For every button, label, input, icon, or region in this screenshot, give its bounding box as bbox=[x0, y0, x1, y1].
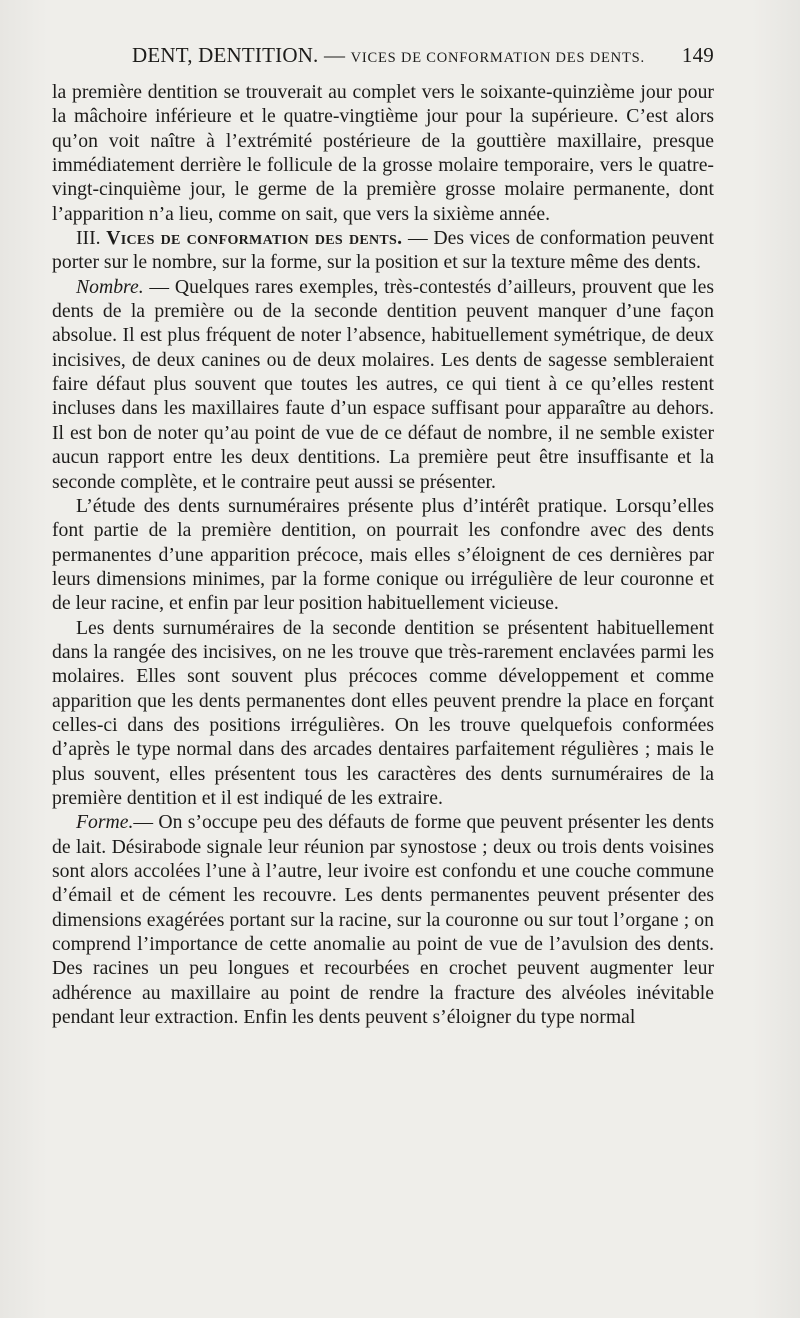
running-header bbox=[132, 43, 714, 71]
paragraph-seconde-dentition: Les dents surnuméraires de la seconde dentition se présentent habituellement dans la rangée des incisives, on ne les trouve que très-rarement enclavées parmi les molaires. Elles sont souvent plus précoces comme développement et comme apparition que les dents permanentes dont elles peuvent prendre la place en forçant celles-ci dans des positions irrégulières. On les trouve quelquefois conformées d’après le type normal dans des arcades dentaires parfaitement régulières ; mais le plus souvent, elles présentent tous les caractères des dents surnuméraires de la première dentition et il est indiqué de les extraire. bbox=[52, 616, 714, 809]
section-number: III. bbox=[76, 227, 101, 250]
body-text bbox=[52, 80, 714, 1029]
section-intro-text: — Des vices de conformation peuvent porter sur le nombre, sur la forme, sur la position et sur la texture même des dents. bbox=[52, 227, 714, 274]
paragraph-forme bbox=[52, 810, 714, 1029]
header-title-sub: VICES DE CONFORMATION DES DENTS. bbox=[350, 50, 645, 66]
header-title-main: DENT, DENTITION. bbox=[132, 43, 319, 67]
paragraph-surnumeraires: L’étude des dents surnuméraires présente plus d’intérêt pratique. Lorsqu’elles font partie de la première dentition, on pourrait les confondre avec des dents permanentes d’une apparition précoce, mais elles s’éloignent de ces dernières par leurs dimensions minimes, par la forme conique ou irrégulière de leur couronne et de leur racine, et enfin par leur position habituellement vicieuse. bbox=[52, 494, 714, 615]
subheading-forme: Forme. bbox=[76, 811, 134, 834]
paragraph-section-three bbox=[52, 226, 714, 275]
paragraph-continuation: la première dentition se trouverait au complet vers le soixante-quinzième jour pour la mâchoire inférieure et le quatre-vingtième jour pour la supérieure. C’est alors qu’on voit naître à l’extrémité postérieure de la gouttière maxillaire, presque immédiatement derrière le follicule de la grosse molaire temporaire, vers le quatre-vingt-cinquième jour, le germe de la première grosse molaire permanente, dont l’apparition n’a lieu, comme on sait, que vers la sixième année. bbox=[52, 81, 714, 225]
section-heading: Vices de conformation des dents. bbox=[106, 227, 403, 250]
nombre-text: — Quelques rares exemples, très-contestés d’ailleurs, prouvent que les dents de la première ou de la seconde dentition peuvent manquer d’une façon absolue. Il est plus fréquent de noter l’absence, habituellement symétrique, de deux incisives, de deux canines ou de deux molaires. Les dents de sagesse sembleraient faire défaut plus souvent que toutes les autres, ce qui tient à ce qu’elles restent incluses dans les maxillaires faute d’un espace suffisant pour apparaître au dehors. Il est bon de noter qu’au point de vue de ce défaut de nombre, il ne semble exister aucun rapport entre les deux dentitions. La première peut être insuffisante et la seconde complète, et le contraire peut aussi se présenter. bbox=[52, 275, 714, 493]
subheading-nombre: Nombre. bbox=[76, 275, 144, 298]
header-title bbox=[132, 43, 645, 68]
header-dash: — bbox=[323, 43, 346, 67]
page-number: 149 bbox=[681, 43, 714, 67]
forme-text: — On s’occupe peu des défauts de forme que peuvent présenter les dents de lait. Désirabode signale leur réunion par synostose ; deux ou trois dents voisines sont alors accolées l’une à l’autre, leur ivoire est confondu et une couche commune d’émail et de cément les recouvre. Les dents permanentes peuvent présenter des dimensions exagérées portant sur la racine, sur la couronne ou sur tout l’organe ; on comprend l’importance de cette anomalie au point de vue de l’avulsion des dents. Des racines un peu longues et recourbées en crochet peuvent augmenter leur adhérence au maxillaire au point de rendre la fracture des alvéoles inévitable pendant leur extraction. Enfin les dents peuvent s’éloigner du type normal bbox=[52, 811, 714, 1029]
paragraph-nombre bbox=[52, 275, 714, 494]
